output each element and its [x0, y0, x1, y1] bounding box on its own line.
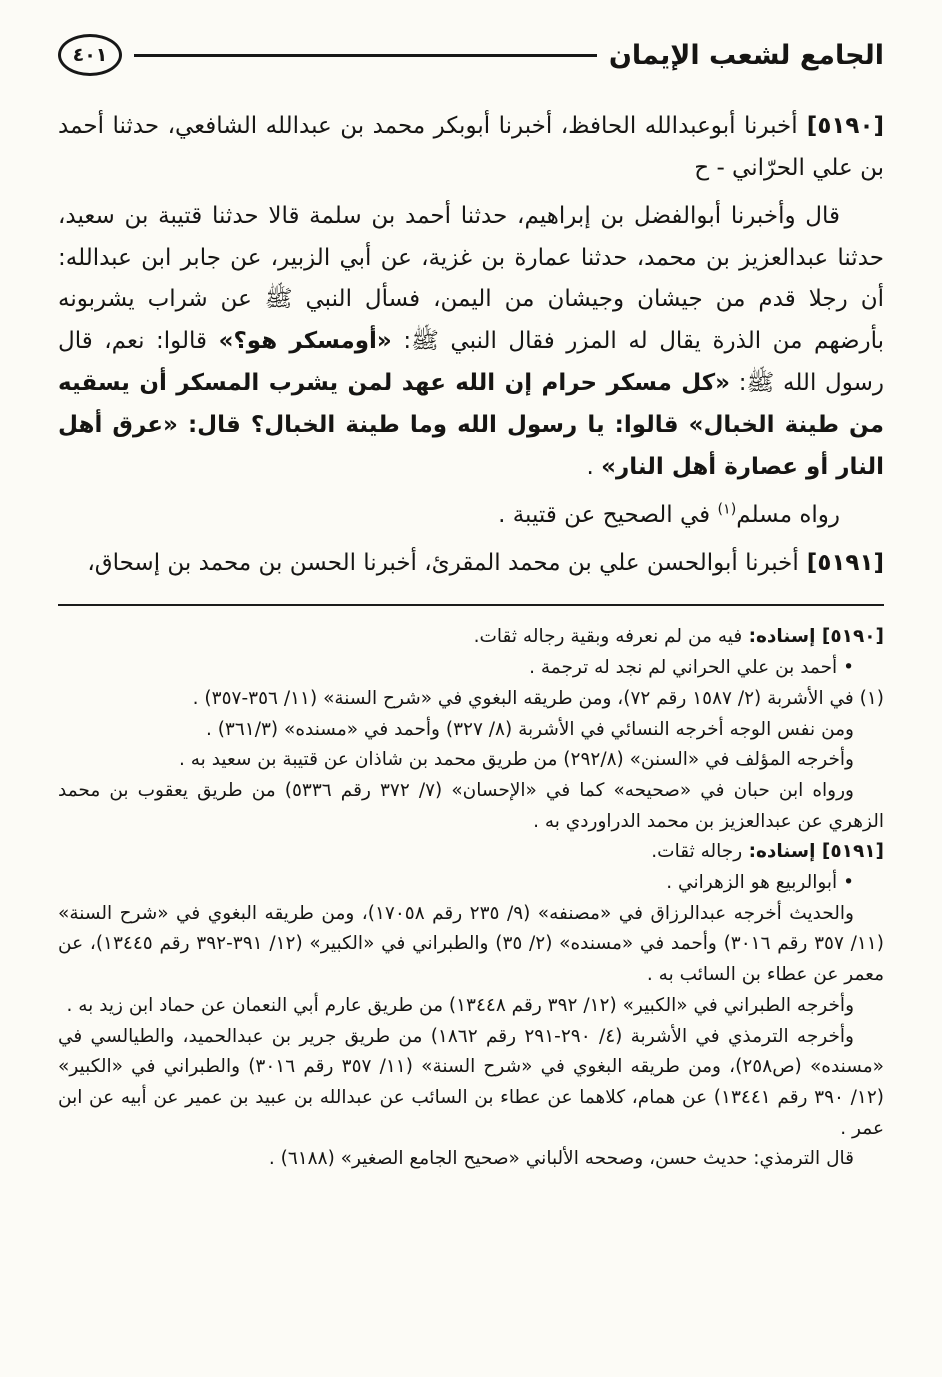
text-segment: «أومسكر هو؟» — [218, 328, 392, 355]
text-segment: قال وأخبرنا أبوالفضل بن إبراهيم، حدثنا أحمد بن سلمة قالا حدثنا قتيبة بن سعيد، حدثنا عبدالعزيز بن محمد، حدثنا عمارة بن غزية، عن أبي الزبير، عن جابر ابن عبدالله: أن رجلا قدم من جيشان وجيشان من اليمن، فسأل النبي ﷺ عن شراب يشربونه بأرضهم من الذرة يقال له المزر فقال النبي ﷺ: — [58, 202, 884, 355]
text-segment: (١) في الأشربة (٢/ ١٥٨٧ رقم ٧٢)، ومن طريقه البغوي في «شرح السنة» (١١/ ٣٥٦-٣٥٧) . — [192, 687, 884, 709]
footnote-paragraph — [58, 991, 884, 1022]
hadith-paragraph — [58, 106, 884, 190]
footnote-paragraph — [58, 899, 884, 991]
hadith-paragraph — [58, 543, 884, 585]
text-segment: ومن نفس الوجه أخرجه النسائي في الأشربة (٨/ ٣٢٧) وأحمد في «مسنده» (٣٦١/٣) . — [205, 718, 854, 740]
text-segment: رجاله ثقات. — [651, 841, 743, 863]
hadith-paragraph — [58, 495, 884, 537]
footnote-ref: (١) — [717, 501, 737, 518]
text-segment: [٥١٩١] إسناده: — [742, 841, 884, 863]
text-segment: . — [586, 453, 602, 480]
text-segment: [٥١٩٠] إسناده: — [742, 626, 884, 648]
text-segment: • أحمد بن علي الحراني لم نجد له ترجمة . — [529, 657, 854, 679]
page-number-badge — [58, 34, 122, 76]
book-title: الجامع لشعب الإيمان — [608, 39, 884, 71]
footnote-paragraph — [58, 1144, 884, 1175]
footnotes — [58, 622, 884, 1175]
text-segment: والحديث أخرجه عبدالرزاق في «مصنفه» (٩/ ٢٣٥ رقم ١٧٠٥٨)، ومن طريقه البغوي في «شرح السنة» (١١/ ٣٥٧ رقم ٣٠١٦) وأحمد في «مسنده» (٢/ ٣٥) والطبراني في «الكبير» (١٢/ ٣٩١-٣٩٢ رقم ١٣٤٤٥)، عن معمر عن عطاء بن السائب به . — [58, 902, 884, 986]
text-segment: أخبرنا أبوعبدالله الحافظ، أخبرنا أبوبكر محمد بن عبدالله الشافعي، حدثنا أحمد بن علي الحرّاني - ح — [58, 113, 884, 181]
footnote-separator — [58, 604, 884, 606]
text-segment: رواه مسلم — [736, 501, 840, 528]
text-segment: [٥١٩٠] — [797, 113, 884, 139]
text-segment: في الصحيح عن قتيبة . — [498, 501, 718, 528]
text-segment: وأخرجه الترمذي في الأشربة (٤/ ٢٩٠-٢٩١ رقم ١٨٦٢) من طريق جرير بن عبدالحميد، والطيالسي في «مسنده» (ص٢٥٨)، ومن طريقه البغوي في «شرح السنة» (١١/ ٣٥٧ رقم ٣٠١٦) والطبراني في «الكبير» (١٢/ ٣٩٠ رقم ١٣٤٤١) عن همام، كلاهما عن عطاء بن السائب عن عبدالله بن عبيد بن عمير عن أبيه عن ابن عمر . — [58, 1025, 884, 1139]
page-number: ٤٠١ — [72, 44, 108, 66]
footnote-paragraph — [58, 837, 884, 868]
text-segment: ورواه ابن حبان في «صحيحه» كما في «الإحسان» (٧/ ٣٧٢ رقم ٥٣٣٦) من طريق يعقوب بن محمد الزهري عن عبدالعزيز بن محمد الدراوردي به . — [58, 779, 884, 832]
text-segment: وأخرجه الطبراني في «الكبير» (١٢/ ٣٩٢ رقم ١٣٤٤٨) من طريق عارم أبي النعمان عن حماد ابن زيد به . — [66, 994, 854, 1016]
text-segment: قالوا: نعم، قال رسول الله ﷺ: — [58, 328, 885, 397]
text-segment: قال الترمذي: حديث حسن، وصححه الألباني «صحيح الجامع الصغير» (٦١٨٨) . — [268, 1148, 854, 1170]
footnote-paragraph — [58, 868, 884, 899]
text-segment: [٥١٩١] — [798, 549, 884, 576]
text-segment: أخبرنا أبوالحسن علي بن محمد المقرئ، أخبرنا الحسن بن محمد بن إسحاق، — [87, 549, 799, 576]
main-text — [58, 106, 884, 584]
text-segment: وأخرجه المؤلف في «السنن» (٢٩٢/٨) من طريق محمد بن شاذان عن قتيبة بن سعيد به . — [179, 749, 854, 771]
text-segment: • أبوالربيع هو الزهراني . — [666, 872, 854, 894]
footnote-paragraph — [58, 622, 884, 653]
footnote-paragraph — [58, 715, 884, 746]
header-rule — [134, 54, 597, 57]
hadith-paragraph — [58, 196, 884, 489]
footnote-paragraph — [58, 745, 884, 776]
text-segment: فيه من لم نعرفه وبقية رجاله ثقات. — [473, 626, 743, 648]
footnote-paragraph — [58, 684, 884, 715]
footnote-paragraph — [58, 1022, 884, 1145]
footnote-paragraph — [58, 776, 884, 837]
footnote-paragraph — [58, 653, 884, 684]
page-header — [58, 34, 884, 76]
text-segment: «كل مسكر حرام إن الله عهد لمن يشرب المسكر أن يسقيه من طينة الخبال» قالوا: يا رسول الله وما طينة الخبال؟ قال: «عرق أهل النار أو عصارة أهل النار» — [58, 370, 884, 480]
